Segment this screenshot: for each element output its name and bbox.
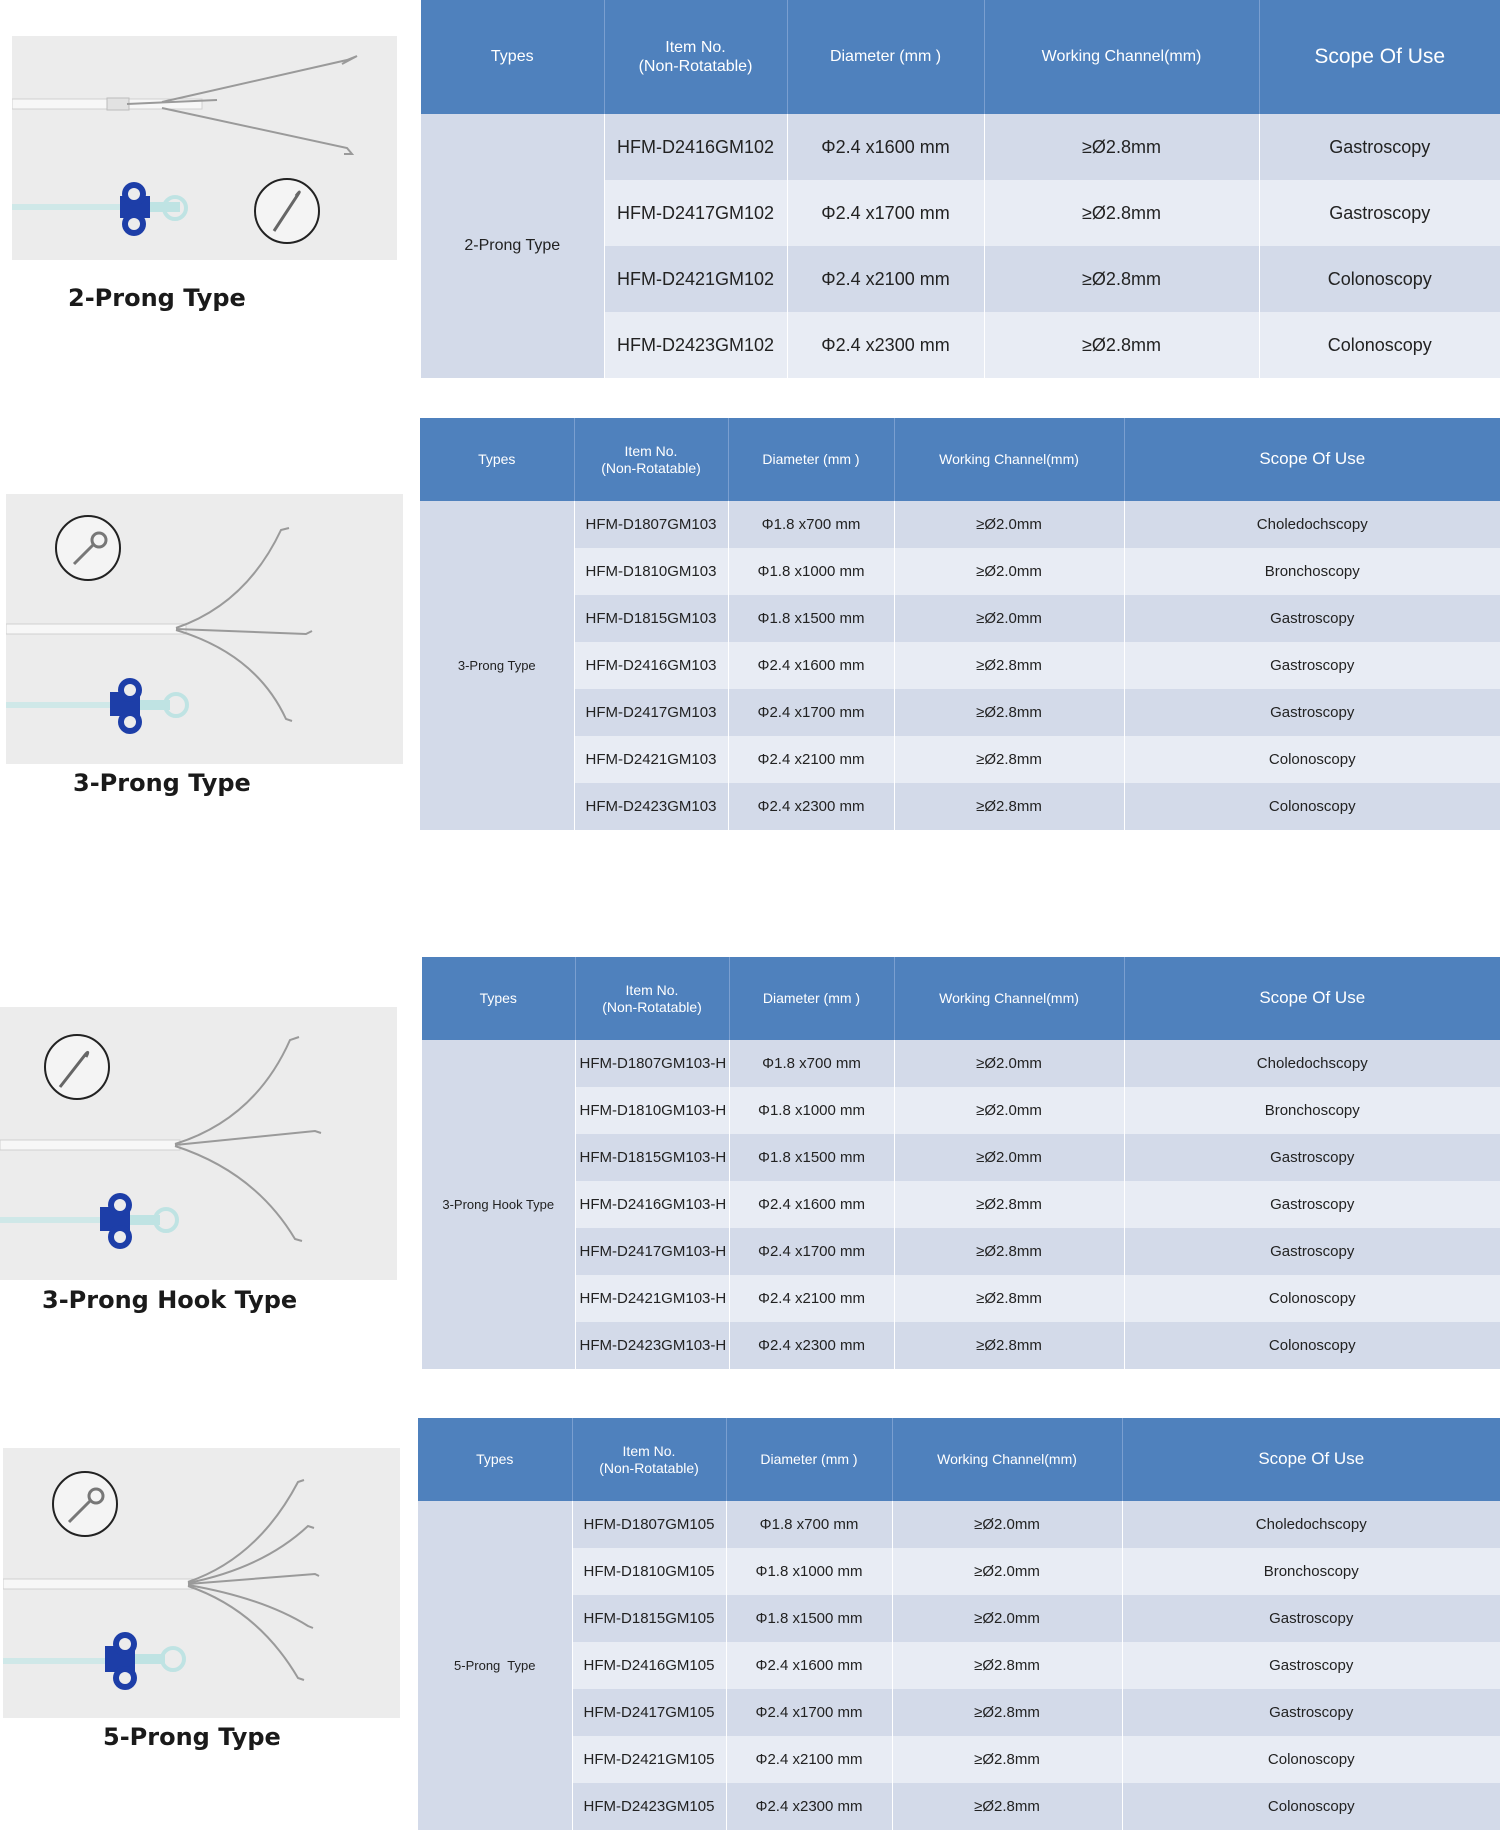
scope-cell: Colonoscopy	[1122, 1736, 1500, 1783]
table-row	[418, 1783, 1500, 1830]
scope-cell: Colonoscopy	[1124, 1275, 1500, 1322]
table-row	[422, 1040, 1500, 1087]
header-item-no: Item No. (Non-Rotatable)	[604, 0, 787, 114]
caption-3-prong: 3-Prong Type	[73, 769, 251, 797]
item-no-cell: HFM-D1810GM103	[574, 548, 728, 595]
channel-cell: ≥Ø2.8mm	[892, 1642, 1122, 1689]
diameter-cell: Φ2.4 x1700 mm	[787, 180, 984, 246]
channel-cell: ≥Ø2.0mm	[892, 1501, 1122, 1548]
table-row	[422, 1087, 1500, 1134]
product-photo-3-prong-hook	[0, 1007, 397, 1280]
item-no-cell: HFM-D2421GM102	[604, 246, 787, 312]
header-diameter: Diameter (mm )	[787, 0, 984, 114]
header-diameter: Diameter (mm )	[729, 957, 894, 1040]
header-scope: Scope Of Use	[1259, 0, 1500, 114]
table-row	[418, 1642, 1500, 1689]
product-photo-3-prong	[6, 494, 403, 764]
diameter-cell: Φ2.4 x2300 mm	[726, 1783, 892, 1830]
type-cell: 2-Prong Type	[421, 114, 604, 378]
diameter-cell: Φ1.8 x1500 mm	[729, 1134, 894, 1181]
table-row	[420, 501, 1500, 548]
item-no-cell: HFM-D1815GM103-H	[575, 1134, 729, 1181]
scope-cell: Gastroscopy	[1122, 1642, 1500, 1689]
diameter-cell: Φ2.4 x2100 mm	[729, 1275, 894, 1322]
type-cell: 5-Prong Type	[418, 1501, 572, 1830]
header-types: Types	[421, 0, 604, 114]
header-item-no: Item No. (Non-Rotatable)	[575, 957, 729, 1040]
scope-cell: Colonoscopy	[1259, 312, 1500, 378]
item-no-cell: HFM-D2416GM103	[574, 642, 728, 689]
table-header-row	[420, 418, 1500, 501]
diameter-cell: Φ1.8 x1500 mm	[728, 595, 894, 642]
diameter-cell: Φ2.4 x2100 mm	[728, 736, 894, 783]
scope-cell: Bronchoscopy	[1124, 548, 1500, 595]
scope-cell: Colonoscopy	[1124, 783, 1500, 830]
scope-cell: Gastroscopy	[1124, 1181, 1500, 1228]
table-row	[420, 689, 1500, 736]
diameter-cell: Φ1.8 x700 mm	[726, 1501, 892, 1548]
item-no-cell: HFM-D1807GM103-H	[575, 1040, 729, 1087]
diameter-cell: Φ2.4 x2100 mm	[787, 246, 984, 312]
scope-cell: Choledochscopy	[1124, 1040, 1500, 1087]
table-row	[420, 642, 1500, 689]
item-no-cell: HFM-D1807GM105	[572, 1501, 726, 1548]
diameter-cell: Φ2.4 x1700 mm	[726, 1689, 892, 1736]
item-no-cell: HFM-D2421GM105	[572, 1736, 726, 1783]
channel-cell: ≥Ø2.8mm	[984, 114, 1259, 180]
header-scope: Scope Of Use	[1124, 418, 1500, 501]
item-no-cell: HFM-D2417GM103	[574, 689, 728, 736]
header-types: Types	[422, 957, 575, 1040]
item-no-cell: HFM-D2421GM103-H	[575, 1275, 729, 1322]
scope-cell: Choledochscopy	[1122, 1501, 1500, 1548]
scope-cell: Colonoscopy	[1259, 246, 1500, 312]
table-row	[418, 1548, 1500, 1595]
channel-cell: ≥Ø2.8mm	[894, 1228, 1124, 1275]
table-header-row	[421, 0, 1500, 114]
channel-cell: ≥Ø2.0mm	[894, 1134, 1124, 1181]
item-no-cell: HFM-D1810GM103-H	[575, 1087, 729, 1134]
scope-cell: Gastroscopy	[1259, 180, 1500, 246]
table-row	[422, 1181, 1500, 1228]
diameter-cell: Φ1.8 x1000 mm	[729, 1087, 894, 1134]
item-no-cell: HFM-D2416GM105	[572, 1642, 726, 1689]
channel-cell: ≥Ø2.8mm	[894, 642, 1124, 689]
spec-table-2-prong	[421, 0, 1500, 378]
channel-cell: ≥Ø2.8mm	[984, 312, 1259, 378]
table-row	[422, 1134, 1500, 1181]
header-diameter: Diameter (mm )	[728, 418, 894, 501]
scope-cell: Choledochscopy	[1124, 501, 1500, 548]
spec-table-3-prong	[420, 418, 1500, 830]
item-no-cell: HFM-D1815GM105	[572, 1595, 726, 1642]
channel-cell: ≥Ø2.8mm	[892, 1736, 1122, 1783]
header-working-channel: Working Channel(mm)	[892, 1418, 1122, 1501]
table-header-row	[418, 1418, 1500, 1501]
diameter-cell: Φ2.4 x2300 mm	[729, 1322, 894, 1369]
channel-cell: ≥Ø2.0mm	[894, 501, 1124, 548]
scope-cell: Gastroscopy	[1122, 1689, 1500, 1736]
diameter-cell: Φ1.8 x1500 mm	[726, 1595, 892, 1642]
caption-2-prong: 2-Prong Type	[68, 284, 246, 312]
diameter-cell: Φ1.8 x700 mm	[728, 501, 894, 548]
scope-cell: Colonoscopy	[1124, 1322, 1500, 1369]
scope-cell: Gastroscopy	[1124, 1228, 1500, 1275]
spec-table-3-prong-hook	[422, 957, 1500, 1369]
diameter-cell: Φ2.4 x1700 mm	[728, 689, 894, 736]
item-no-cell: HFM-D2417GM105	[572, 1689, 726, 1736]
diameter-cell: Φ2.4 x1600 mm	[729, 1181, 894, 1228]
channel-cell: ≥Ø2.8mm	[984, 246, 1259, 312]
channel-cell: ≥Ø2.8mm	[984, 180, 1259, 246]
diameter-cell: Φ2.4 x2100 mm	[726, 1736, 892, 1783]
channel-cell: ≥Ø2.0mm	[894, 595, 1124, 642]
channel-cell: ≥Ø2.8mm	[894, 1181, 1124, 1228]
item-no-cell: HFM-D1810GM105	[572, 1548, 726, 1595]
item-no-cell: HFM-D2416GM102	[604, 114, 787, 180]
scope-cell: Gastroscopy	[1124, 642, 1500, 689]
scope-cell: Gastroscopy	[1124, 689, 1500, 736]
header-working-channel: Working Channel(mm)	[984, 0, 1259, 114]
channel-cell: ≥Ø2.8mm	[894, 689, 1124, 736]
channel-cell: ≥Ø2.8mm	[894, 1322, 1124, 1369]
table-row	[418, 1736, 1500, 1783]
header-item-no: Item No. (Non-Rotatable)	[572, 1418, 726, 1501]
scope-cell: Gastroscopy	[1259, 114, 1500, 180]
table-header-row	[422, 957, 1500, 1040]
header-scope: Scope Of Use	[1124, 957, 1500, 1040]
channel-cell: ≥Ø2.8mm	[892, 1783, 1122, 1830]
scope-cell: Bronchoscopy	[1122, 1548, 1500, 1595]
header-working-channel: Working Channel(mm)	[894, 957, 1124, 1040]
caption-5-prong: 5-Prong Type	[103, 1723, 281, 1751]
item-no-cell: HFM-D1815GM103	[574, 595, 728, 642]
item-no-cell: HFM-D2423GM105	[572, 1783, 726, 1830]
channel-cell: ≥Ø2.0mm	[892, 1548, 1122, 1595]
table-row	[420, 548, 1500, 595]
type-cell: 3-Prong Hook Type	[422, 1040, 575, 1369]
diameter-cell: Φ2.4 x2300 mm	[787, 312, 984, 378]
type-cell: 3-Prong Type	[420, 501, 574, 830]
scope-cell: Gastroscopy	[1124, 595, 1500, 642]
channel-cell: ≥Ø2.8mm	[894, 736, 1124, 783]
table-row	[418, 1689, 1500, 1736]
table-row	[420, 736, 1500, 783]
item-no-cell: HFM-D2417GM103-H	[575, 1228, 729, 1275]
header-item-no: Item No. (Non-Rotatable)	[574, 418, 728, 501]
item-no-cell: HFM-D2417GM102	[604, 180, 787, 246]
diameter-cell: Φ2.4 x1600 mm	[726, 1642, 892, 1689]
scope-cell: Colonoscopy	[1124, 736, 1500, 783]
diameter-cell: Φ1.8 x1000 mm	[726, 1548, 892, 1595]
header-scope: Scope Of Use	[1122, 1418, 1500, 1501]
table-row	[421, 114, 1500, 180]
item-no-cell: HFM-D2423GM102	[604, 312, 787, 378]
spec-table-5-prong	[418, 1418, 1500, 1830]
table-row	[418, 1501, 1500, 1548]
table-row	[422, 1228, 1500, 1275]
channel-cell: ≥Ø2.0mm	[894, 548, 1124, 595]
diameter-cell: Φ2.4 x2300 mm	[728, 783, 894, 830]
header-working-channel: Working Channel(mm)	[894, 418, 1124, 501]
table-row	[422, 1322, 1500, 1369]
scope-cell: Bronchoscopy	[1124, 1087, 1500, 1134]
table-row	[420, 595, 1500, 642]
item-no-cell: HFM-D2416GM103-H	[575, 1181, 729, 1228]
table-row	[422, 1275, 1500, 1322]
diameter-cell: Φ1.8 x1000 mm	[728, 548, 894, 595]
diameter-cell: Φ2.4 x1700 mm	[729, 1228, 894, 1275]
product-photo-2-prong	[12, 36, 397, 260]
channel-cell: ≥Ø2.8mm	[894, 1275, 1124, 1322]
item-no-cell: HFM-D2423GM103-H	[575, 1322, 729, 1369]
diameter-cell: Φ1.8 x700 mm	[729, 1040, 894, 1087]
channel-cell: ≥Ø2.8mm	[892, 1689, 1122, 1736]
header-diameter: Diameter (mm )	[726, 1418, 892, 1501]
channel-cell: ≥Ø2.0mm	[894, 1040, 1124, 1087]
header-types: Types	[418, 1418, 572, 1501]
table-row	[418, 1595, 1500, 1642]
scope-cell: Gastroscopy	[1122, 1595, 1500, 1642]
channel-cell: ≥Ø2.0mm	[892, 1595, 1122, 1642]
channel-cell: ≥Ø2.8mm	[894, 783, 1124, 830]
product-photo-5-prong	[3, 1448, 400, 1718]
channel-cell: ≥Ø2.0mm	[894, 1087, 1124, 1134]
item-no-cell: HFM-D2421GM103	[574, 736, 728, 783]
caption-3-prong-hook: 3-Prong Hook Type	[42, 1286, 298, 1314]
header-types: Types	[420, 418, 574, 501]
diameter-cell: Φ2.4 x1600 mm	[787, 114, 984, 180]
item-no-cell: HFM-D2423GM103	[574, 783, 728, 830]
scope-cell: Gastroscopy	[1124, 1134, 1500, 1181]
table-row	[420, 783, 1500, 830]
item-no-cell: HFM-D1807GM103	[574, 501, 728, 548]
scope-cell: Colonoscopy	[1122, 1783, 1500, 1830]
diameter-cell: Φ2.4 x1600 mm	[728, 642, 894, 689]
